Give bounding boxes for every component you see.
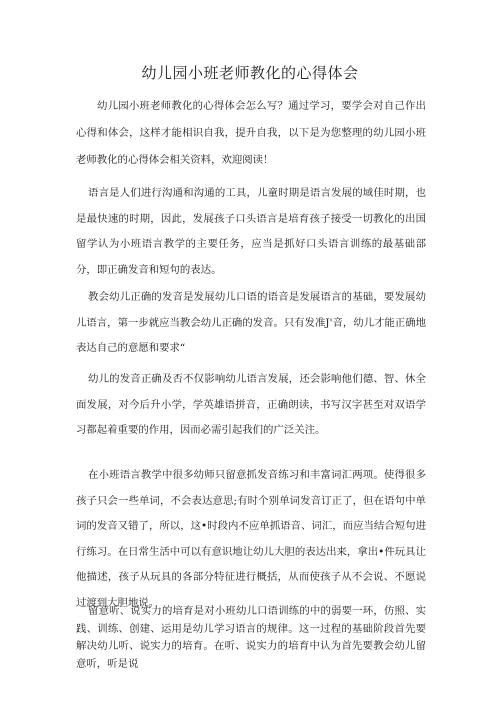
body-paragraph: 教会幼儿正确的发音是发展幼儿口语的语音是发展语言的基础，要发展幼儿语言，第一步就应当教会幼儿正确的发音。只有发准J'音，幼儿才能正确地表达自己的意愿和要求“ — [76, 291, 426, 354]
document-title: 幼儿园小班老师教化的心得体会 — [141, 64, 359, 82]
body-paragraph: 在小班语言教学中很多幼师只留意抓发音练习和丰富词汇两项。使得很多孩子只会一些单词，不会表达意思;有时个别单词发音订正了，但在语句中单词的发音又错了，所以，这•时段内不应单抓语音、词汇，而应当结合短句进行练习。在日常生活中可以有意识地让幼儿大胆的表达出来，拿出•件玩具让他描述，孩子从玩具的各部分特征进行概括，从而使孩子从不会说、不愿说过渡到大胆地说。 — [76, 469, 426, 609]
body-paragraph: 幼儿的发音正确及否不仅影响幼儿语言发展，还会影响他们德、智、休全面发展，对今后升小学，学英雄语拼音，正确朗读，书写汉字甚至对双语学习都起着重要的作用，因而必需引起我们的广泛关注。 — [76, 373, 426, 436]
body-paragraph: 语言是人们进行沟通和沟通的工具，儿童时期是语言发展的域佳时期，也是最快速的时期，因此，发展孩子口头语言是培育孩子接受一切教化的出国留学认为小班语言教学的主要任务，应当是抓好口头语言训练的最基础部分，即正确发音和短句的表达。 — [76, 187, 426, 276]
intro-paragraph: 幼儿园小班老师教化的心得体会怎么写？通过学习，要学会对自己作出心得和体会，这样才能相识自我，提升自我，以下是为您整理的幼儿园小班老师教化的心得体会相关资料，欢迎阅读！ — [76, 100, 426, 166]
body-paragraph-last: 留意听、说实力的培育是对小班幼儿口语训练的中的弱要一环，仿照、实践、训练、创建、运用是幼儿学习语言的规律。这一过程的基础阶段首先要解决幼儿听、说实力的培育。在听、说实力的培育中认为首先要教会幼儿留意听，听是说 — [76, 605, 426, 670]
